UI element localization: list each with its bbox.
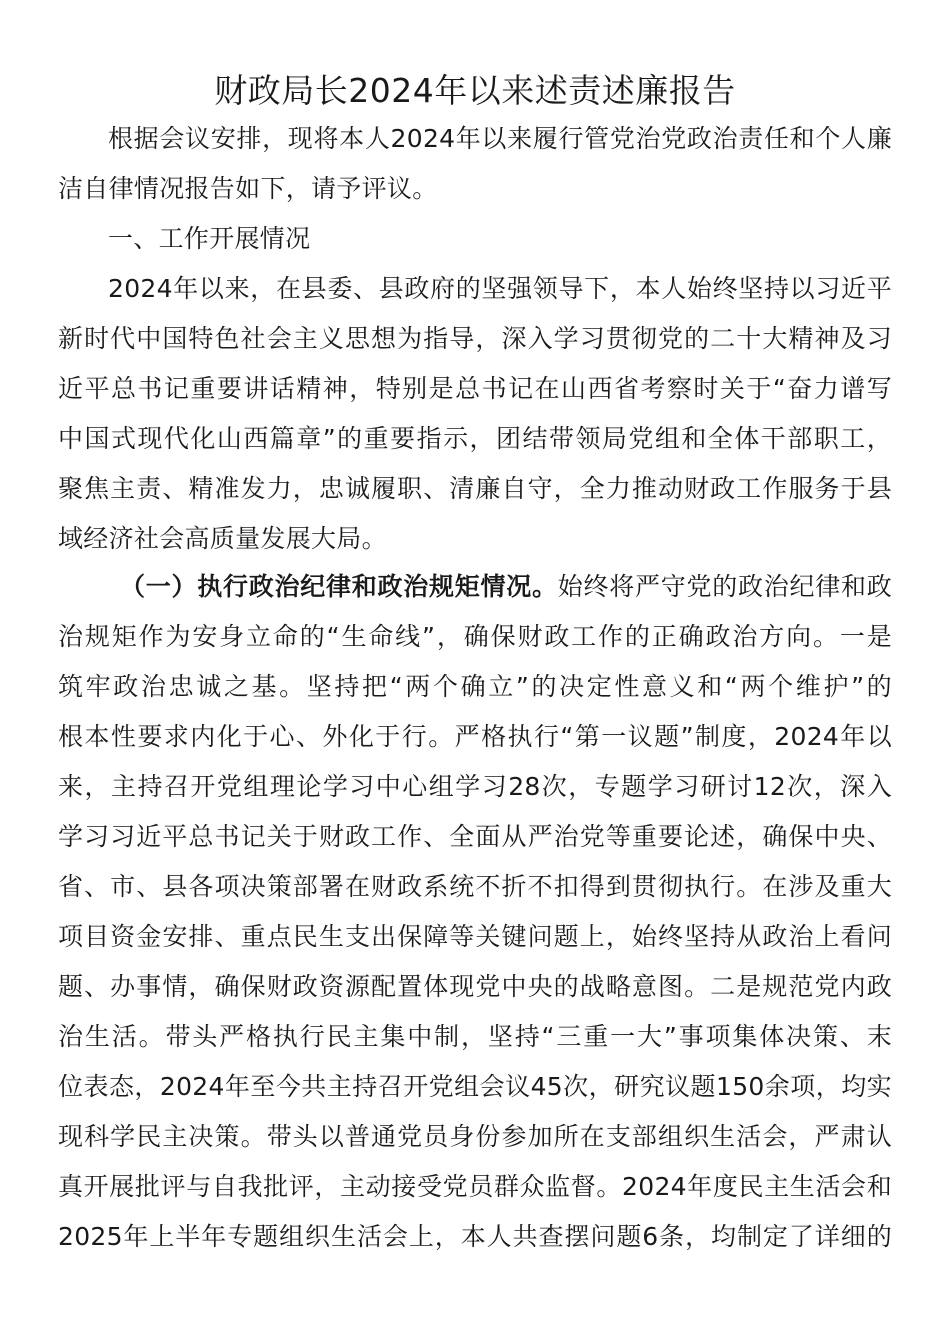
paragraph-line: 域经济社会高质量发展大局。 [58, 524, 387, 553]
paragraph-line: 筑牢政治忠诚之基。坚持把“两个确立”的决定性意义和“两个维护”的 [58, 672, 892, 701]
section-heading: 一、工作开展情况 [108, 224, 311, 253]
document-title: 财政局长2024年以来述责述廉报告 [214, 71, 736, 110]
paragraph-line: 现科学民主决策。带头以普通党员身份参加所在支部组织生活会，严肃认 [58, 1122, 892, 1151]
paragraph-line: 来，主持召开党组理论学习中心组学习28次，专题学习研讨12次，深入 [58, 772, 892, 801]
paragraph-line: 新时代中国特色社会主义思想为指导，深入学习贯彻党的二十大精神及习 [58, 324, 892, 353]
paragraph-line: 根本性要求内化于心、外化于行。严格执行“第一议题”制度，2024年以 [58, 722, 892, 751]
paragraph-line: 治生活。带头严格执行民主集中制，坚持“三重一大”事项集体决策、末 [58, 1022, 892, 1051]
paragraph-line: 位表态，2024年至今共主持召开党组会议45次，研究议题150余项，均实 [58, 1072, 892, 1101]
subsection-first-line-text: 始终将严守党的政治纪律和政 [557, 572, 892, 601]
paragraph-line: 中国式现代化山西篇章”的重要指示，团结带领局党组和全体干部职工， [58, 424, 892, 453]
subsection-heading: （一）执行政治纪律和政治规矩情况。 [120, 572, 558, 601]
subsection-first-line [120, 562, 892, 612]
intro-line: 洁自律情况报告如下，请予评议。 [58, 174, 438, 203]
paragraph-line: 聚焦主责、精准发力，忠诚履职、清廉自守，全力推动财政工作服务于县 [58, 474, 892, 503]
paragraph-line: 2024年以来，在县委、县政府的坚强领导下，本人始终坚持以习近平 [108, 274, 892, 303]
paragraph-line: 真开展批评与自我批评，主动接受党员群众监督。2024年度民主生活会和 [58, 1172, 892, 1201]
paragraph-line: 治规矩作为安身立命的“生命线”，确保财政工作的正确政治方向。一是 [58, 622, 892, 651]
paragraph-line: 2025年上半年专题组织生活会上，本人共查摆问题6条，均制定了详细的 [58, 1222, 892, 1251]
paragraph-line: 学习习近平总书记关于财政工作、全面从严治党等重要论述，确保中央、 [58, 822, 892, 851]
paragraph-line: 近平总书记重要讲话精神，特别是总书记在山西省考察时关于“奋力谱写 [58, 374, 892, 403]
paragraph-line: 题、办事情，确保财政资源配置体现党中央的战略意图。二是规范党内政 [58, 972, 892, 1001]
paragraph-line: 项目资金安排、重点民生支出保障等关键问题上，始终坚持从政治上看问 [58, 922, 892, 951]
intro-line: 根据会议安排，现将本人2024年以来履行管党治党政治责任和个人廉 [108, 124, 892, 153]
paragraph-line: 省、市、县各项决策部署在财政系统不折不扣得到贯彻执行。在涉及重大 [58, 872, 892, 901]
